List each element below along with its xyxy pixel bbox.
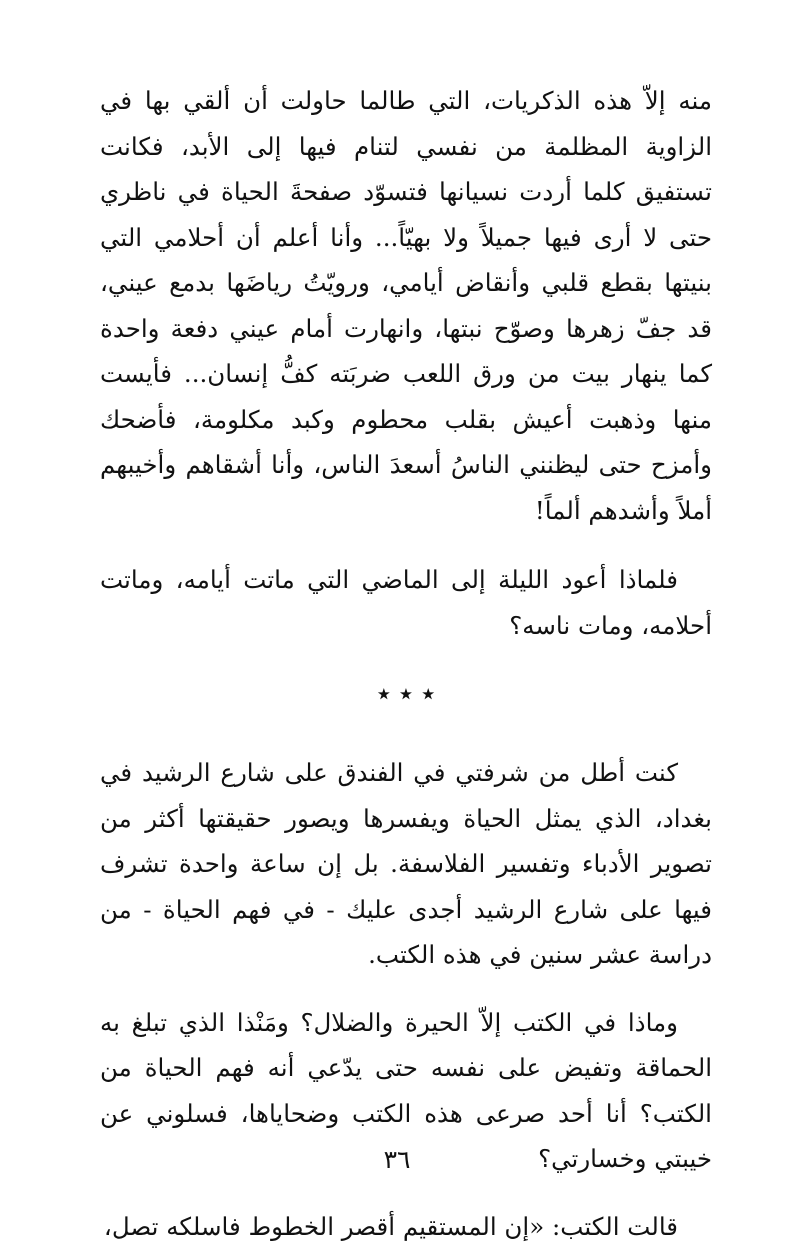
paragraph-gap: [100, 1182, 712, 1204]
paragraph-gap: [100, 533, 712, 557]
paragraph-3: كنت أطل من شرفتي في الفندق على شارع الرشيد في بغداد، الذي يمثل الحياة ويفسرها ويصور حقيقتها أكثر من تصوير الأدباء وتفسير الفلاسفة. بل إن ساعة واحدة تشرف فيها على شارع الرشيد أجدى عليك - في فهم الحياة - من دراسة عشر سنين في هذه الكتب.: [100, 750, 712, 978]
asterisk-ornament-icon: ٭: [395, 674, 417, 714]
page-body: [100, 78, 712, 1249]
asterisk-ornament-icon: ٭: [373, 674, 395, 714]
asterisk-ornament-icon: ٭: [417, 674, 439, 714]
paragraph-5: قالت الكتب: «إن المستقيم أقصر الخطوط فاسلكه تصل،: [100, 1204, 712, 1249]
section-separator: [100, 674, 712, 714]
paragraph-2: فلماذا أعود الليلة إلى الماضي التي ماتت أيامه، وماتت أحلامه، ومات ناسه؟: [100, 557, 712, 648]
paragraph-gap: [100, 978, 712, 1000]
paragraph-1: منه إلاّ هذه الذكريات، التي طالما حاولت أن ألقي بها في الزاوية المظلمة من نفسي لتنام فيها إلى الأبد، فكانت تستفيق كلما أردت نسيانها فتسوّد صفحةَ الحياة في ناظري حتى لا أرى فيها جميلاً ولا بهيّاً... وأنا أعلم أن أحلامي التي بنيتها بقطع قلبي وأنقاض أيامي، ورويّتُ رياضَها بدمع عيني، قد جفّ زهرها وصوّح نبتها، وانهارت أمام عيني دفعة واحدة كما ينهار بيت من ورق اللعب ضربَته كفُّ إنسان... فأيست منها وذهبت أعيش بقلب محطوم وكبد مكلومة، فأضحك وأمزح حتى ليظنني الناسُ أسعدَ الناس، وأنا أشقاهم وأخيبهم أملاً وأشدهم ألماً!: [100, 78, 712, 533]
page-number: ٣٦: [0, 1145, 794, 1174]
paragraph-4: وماذا في الكتب إلاّ الحيرة والضلال؟ ومَنْذا الذي تبلغ به الحماقة وتفيض على نفسه حتى يدّعي أنه فهم الحياة من الكتب؟ أنا أحد صرعى هذه الكتب وضحاياها، فسلوني عن خيبتي وخسارتي؟: [100, 1000, 712, 1182]
